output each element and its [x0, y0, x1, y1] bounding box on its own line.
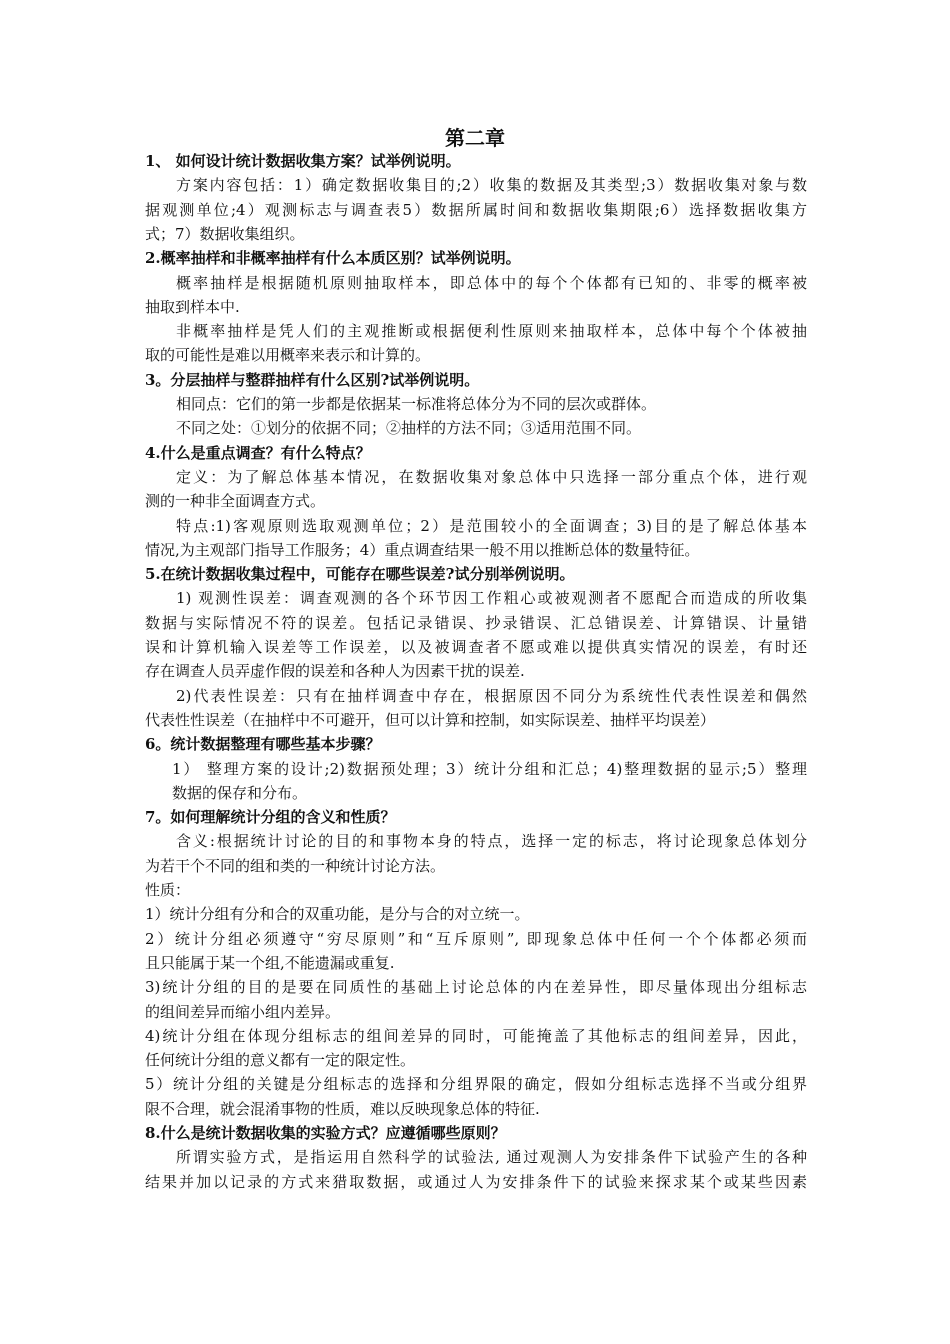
paragraph-line: 方案内容包括：1）确定数据收集目的;2）收集的数据及其类型;3）数据收集对象与数 [176, 176, 807, 195]
paragraph-line: 5）统计分组的关键是分组标志的选择和分组界限的确定，假如分组标志选择不当或分组界 [145, 1075, 807, 1094]
paragraph-line: 取的可能性是难以用概率来表示和计算的。 [145, 346, 431, 365]
paragraph-line: 1) 观测性误差：调查观测的各个环节因工作粗心或被观测者不愿配合而造成的所收集 [176, 589, 807, 608]
paragraph-line: 定义：为了解总体基本情况，在数据收集对象总体中只选择一部分重点个体，进行观 [176, 467, 807, 486]
section-heading: 2.概率抽样和非概率抽样有什么本质区别？试举例说明。 [145, 249, 521, 268]
paragraph-line: 误和计算机输入误差等工作误差，以及被调查者不愿或难以提供真实情况的误差，有时还 [145, 638, 807, 656]
paragraph-line: 特点:1)客观原则选取观测单位；2）是范围较小的全面调查；3)目的是了解总体基本 [176, 516, 807, 535]
paragraph-line: 数据与实际情况不符的误差。包括记录错误、抄录错误、汇总错误差、计算错误、计量错 [145, 613, 807, 632]
section-heading: 5.在统计数据收集过程中，可能存在哪些误差?试分别举例说明。 [145, 565, 575, 584]
paragraph-line: 为若干个不同的组和类的一种统计讨论方法。 [145, 856, 446, 875]
section-heading: 8.什么是统计数据收集的实验方式？应遵循哪些原则？ [145, 1124, 506, 1142]
paragraph-line: 数据的保存和分布。 [172, 783, 308, 802]
paragraph-line: 1） 整理方案的设计;2)数据预处理；3）统计分组和汇总；4)整理数据的显示;5）整理 [172, 759, 807, 778]
paragraph-line: 且只能属于某一个组,不能遗漏或重复. [145, 953, 395, 972]
paragraph-line: 概率抽样是根据随机原则抽取样本，即总体中的每个个体都有已知的、非零的概率被 [176, 273, 807, 292]
paragraph-line: 相同点：它们的第一步都是依据某一标准将总体分为不同的层次或群体。 [176, 395, 657, 413]
paragraph-line: 代表性性误差（在抽样中不可避开，但可以计算和控制，如实际误差、抽样平均误差） [145, 710, 716, 729]
section-heading: 1、 如何设计统计数据收集方案？试举例说明。 [145, 152, 461, 170]
paragraph-line: 2）统计分组必须遵守“穷尽原则”和“互斥原则”, 即现象总体中任何一个个体都必须而 [145, 929, 807, 948]
paragraph-line: 含义:根据统计讨论的目的和事物本身的特点，选择一定的标志，将讨论现象总体划分 [176, 832, 807, 851]
paragraph-line: 任何统计分组的意义都有一定的限定性。 [145, 1051, 416, 1070]
section-heading: 3。分层抽样与整群抽样有什么区别?试举例说明。 [145, 370, 480, 389]
paragraph-line: 非概率抽样是凭人们的主观推断或根据便利性原则来抽取样本，总体中每个个体被抽 [176, 322, 807, 341]
paragraph-line: 4)统计分组在体现分组标志的组间差异的同时，可能掩盖了其他标志的组间差异，因此， [145, 1026, 807, 1045]
chapter-title: 第二章 [445, 126, 505, 150]
paragraph-line: 3)统计分组的目的是要在同质性的基础上讨论总体的内在差异性，即尽量体现出分组标志 [145, 978, 807, 997]
paragraph-line: 情况,为主观部门指导工作服务；4）重点调查结果一般不用以推断总体的数量特征。 [145, 540, 700, 559]
paragraph-line: 测的一种非全面调查方式。 [145, 492, 326, 511]
paragraph-line: 结果并加以记录的方式来猎取数据，或通过人为安排条件下的试验来探求某个或某些因素 [145, 1172, 807, 1191]
section-heading: 6。统计数据整理有哪些基本步骤？ [145, 735, 381, 754]
paragraph-line: 式；7）数据收集组织。 [145, 224, 305, 243]
paragraph-line: 抽取到样本中. [145, 297, 240, 316]
paragraph-line: 性质： [145, 881, 191, 899]
paragraph-line: 2)代表性误差：只有在抽样调查中存在，根据原因不同分为系统性代表性误差和偶然 [176, 686, 807, 705]
paragraph-line: 限不合理，就会混淆事物的性质，难以反映现象总体的特征. [145, 1099, 540, 1118]
section-heading: 7。如何理解统计分组的含义和性质？ [145, 808, 396, 827]
paragraph-line: 的组间差异而缩小组内差异。 [145, 1002, 341, 1021]
paragraph-line: 不同之处：①划分的依据不同；②抽样的方法不同；③适用范围不同。 [176, 419, 642, 438]
section-heading: 4.什么是重点调查？有什么特点？ [145, 443, 371, 462]
paragraph-line: 1）统计分组有分和合的双重功能，是分与合的对立统一。 [145, 905, 530, 924]
paragraph-line: 所谓实验方式，是指运用自然科学的试验法, 通过观测人为安排条件下试验产生的各种 [176, 1148, 807, 1167]
paragraph-line: 存在调查人员弄虚作假的误差和各种人为因素干扰的误差. [145, 662, 525, 681]
paragraph-line: 据观测单位;4）观测标志与调查表5）数据所属时间和数据收集期限;6）选择数据收集方 [145, 200, 807, 219]
